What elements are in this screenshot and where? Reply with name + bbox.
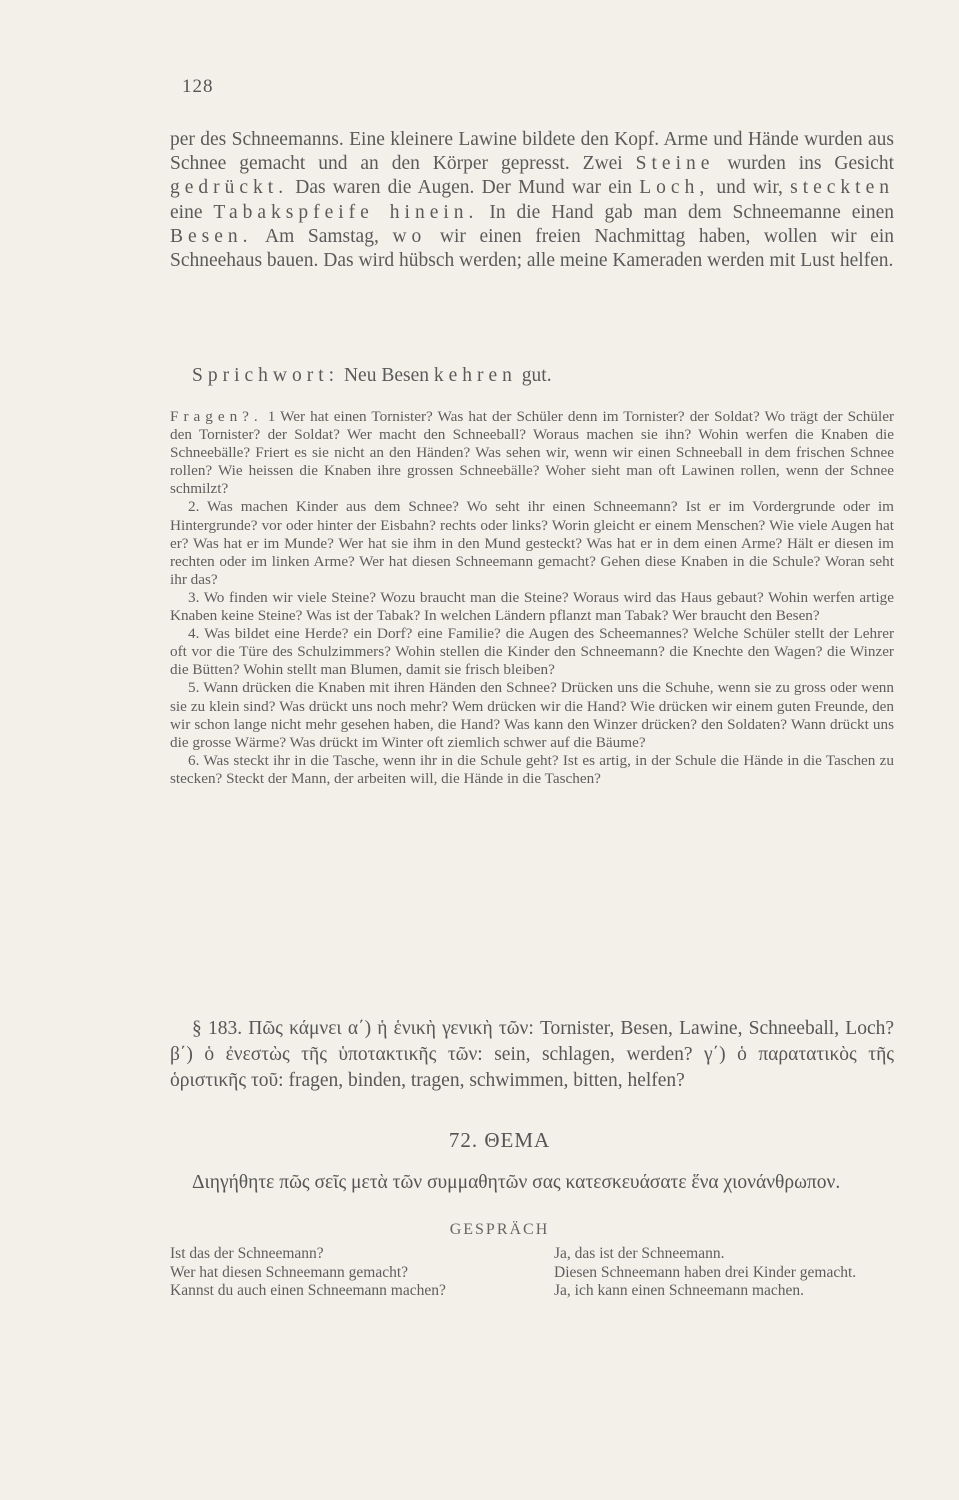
- spaced-word: steckten: [790, 177, 894, 199]
- dialogue-answer: Ja, ich kann einen Schneemann machen.: [554, 1282, 805, 1300]
- proverb: [192, 365, 552, 387]
- question-group-2: 2. Was machen Kinder aus dem Schnee? Wo seht ihr einen Schneemann? Ist er im Vordergrunde oder im Hintergrunde? vor oder hinter der Eisbahn? rechts oder links? Worin gleicht er einem Menschen? Wie viele Augen hat er? Was hat er im Munde? Wer hat sie ihm in den Mund gesteckt? Was hat er in dem einen Arme? Hält er diesen im rechten oder im linken Arme? Wer hat diesen Schneemann gemacht? Gehen diese Knaben in die Schule? Woran seht ihr das?: [170, 498, 894, 588]
- text-run: eine: [170, 201, 214, 223]
- dialogue-question: Wer hat diesen Schneemann gemacht?: [170, 1263, 409, 1281]
- theme-section: [170, 1170, 894, 1196]
- text-run: In die Hand gab man dem Schneemanne einen: [478, 201, 894, 223]
- question-group-1: [170, 408, 894, 498]
- text-run: Am Samstag,: [252, 225, 393, 247]
- text-run: Das waren die Augen. Der Mund war ein: [288, 177, 640, 199]
- spaced-word: gedrückt.: [170, 177, 289, 199]
- dialogue-section: [170, 1245, 894, 1301]
- question-text: 1 Wer hat einen Tornister? Was hat der Schüler denn im Tornister? der Soldat? Wo trägt der Schüler den Tornister? der Soldat? Wer macht den Schneeball? Woraus machen sie ihn? Wohin werfen die Knaben die Schneebälle? Friert es sie nicht an den Händen? Was sehen wir, wenn wir einen Schneeball in dem frischen Schnee rollen? Wie heissen die Knaben ihre grossen Schneebälle? Woher sieht man oft Lawinen rollen, wenn der Schnee schmilzt?: [170, 408, 895, 498]
- question-group-4: 4. Was bildet eine Herde? ein Dorf? eine Familie? die Augen des Scheemannes? Welche Schüler stellt der Lehrer oft vor die Türe des Schulzimmers? Wohin stellen die Kinder den Schneemann? die Knechte den Wagen? die Winzer die Bütten? Wohin stellt man Blumen, damit sie frisch bleiben?: [170, 625, 894, 679]
- dialogue-question: Kannst du auch einen Schneemann machen?: [170, 1282, 446, 1300]
- spaced-word: Loch,: [639, 177, 710, 199]
- proverb-label: Sprichwort:: [192, 365, 340, 386]
- proverb-spaced-word: kehren: [433, 365, 517, 386]
- dialogue-heading: GESPRÄCH: [449, 1221, 550, 1238]
- dialogue-answer: Diesen Schneemann haben drei Kinder gemacht.: [554, 1263, 857, 1281]
- grammar-text: § 183. Πῶς κάμνει α΄) ἡ ἑνικὴ γενικὴ τῶν: Tornister, Besen, Lawine, Schneeball, Loch? β΄) ὁ ἐνεστὼς τῆς ὑποτακτικῆς τῶν: sein, schlagen, werden? γ΄) ὁ παρατατικὸς τῆς ὁριστικῆς τοῦ: fragen, binden, tragen, schwimmen, bitten, helfen?: [170, 1018, 894, 1091]
- question-group-6: 6. Was steckt ihr in die Tasche, wenn ihr in die Schule geht? Ist es artig, in der Schule die Hände in die Taschen zu stecken? Steckt der Mann, der arbeiten will, die Hände in die Taschen?: [170, 751, 894, 787]
- text-run: per des Schneemanns. Eine kleinere Lawine bildete den Kopf. Arme und Hände wurden aus Schnee gemacht und an den Körper gepresst. Zwei: [170, 129, 894, 175]
- questions-label: Fragen?.: [170, 408, 263, 425]
- main-paragraph-text: [170, 128, 894, 273]
- text-run: und wir,: [709, 177, 791, 199]
- proverb-text-end: gut.: [516, 365, 552, 386]
- text-run: wurden ins Gesicht: [714, 153, 894, 175]
- grammar-section: [170, 1016, 894, 1094]
- dialogue-answer: Ja, das ist der Schneemann.: [554, 1245, 725, 1262]
- question-group-3: 3. Wo finden wir viele Steine? Wozu braucht man die Steine? Woraus wird das Haus gebaut? Wohin werfen artige Knaben keine Steine? Was ist der Tabak? In welchen Ländern pflanzt man Tabak? Wer braucht den Besen?: [170, 588, 894, 625]
- dialogue-row: [170, 1264, 894, 1283]
- text-run: wir einen freien Nachmittag haben, wollen wir ein Schneehaus bauen. Das wird hübsch werden; alle meine Kameraden werden mit Lust helfen.: [170, 225, 894, 272]
- spaced-word: wo: [392, 225, 427, 247]
- dialogue-row: [170, 1282, 894, 1301]
- dialogue-row: [170, 1245, 894, 1264]
- proverb-text: Neu Besen: [343, 365, 434, 386]
- spaced-word: Tabakspfeife hinein.: [213, 201, 479, 223]
- dialogue-question: Ist das der Schneemann?: [170, 1245, 324, 1262]
- theme-heading: 72. ΘΕΜΑ: [448, 1128, 551, 1152]
- spaced-word: Steine: [635, 153, 715, 175]
- spaced-word: Besen.: [170, 225, 253, 247]
- main-paragraph: [170, 128, 894, 273]
- questions-section: [170, 408, 894, 788]
- theme-text: Διηγήθητε πῶς σεῖς μετὰ τῶν συμμαθητῶν σας κατεσκευάσατε ἕνα χιονάνθρωπον.: [192, 1172, 841, 1193]
- question-group-5: 5. Wann drücken die Knaben mit ihren Händen den Schnee? Drücken uns die Schuhe, wenn sie zu gross oder wenn sie zu klein sind? Was drückt uns noch mehr? Wem drücken wir die Hand? Wie drücken wir einem guten Freunde, den wir schon lange nicht mehr gesehen haben, die Hand? Was kann den Winzer drücken? den Soldaten? Wann drückt uns die grosse Wärme? Was drückt im Winter oft ziemlich schwer auf die Bäume?: [170, 679, 894, 751]
- page-number: 128: [182, 76, 214, 97]
